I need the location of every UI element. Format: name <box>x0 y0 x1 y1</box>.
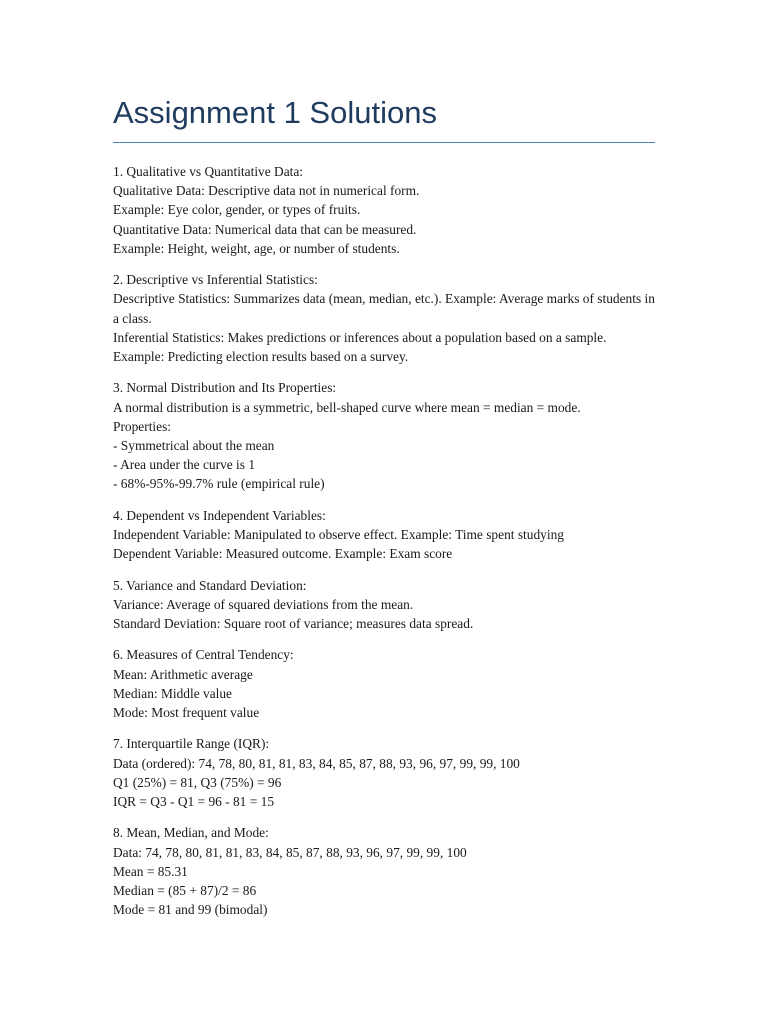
section-mean-median-mode <box>113 823 658 919</box>
text-line: Inferential Statistics: Makes predictions or inferences about a population based on a sample. <box>113 329 607 345</box>
section-heading: 7. Interquartile Range (IQR): <box>113 736 270 752</box>
document-page <box>113 92 658 932</box>
document-title: Assignment 1 Solutions <box>113 95 437 130</box>
section-heading: 8. Mean, Median, and Mode: <box>113 825 269 841</box>
section-heading: 4. Dependent vs Independent Variables: <box>113 507 326 523</box>
text-line: Descriptive Statistics: Summarizes data (mean, median, etc.). Example: Average marks of students in a class. <box>113 291 655 326</box>
text-line: Data (ordered): 74, 78, 80, 81, 81, 83, 84, 85, 87, 88, 93, 96, 97, 99, 99, 100 <box>113 755 520 771</box>
text-line: Variance: Average of squared deviations from the mean. <box>113 596 414 612</box>
text-line: - Area under the curve is 1 <box>113 457 256 473</box>
section-heading: 6. Measures of Central Tendency: <box>113 647 294 663</box>
section-heading: 5. Variance and Standard Deviation: <box>113 577 307 593</box>
text-line: - Symmetrical about the mean <box>113 438 275 454</box>
section-heading: 2. Descriptive vs Inferential Statistics: <box>113 272 318 288</box>
section-descriptive-inferential <box>113 270 658 366</box>
section-heading: 3. Normal Distribution and Its Properties: <box>113 380 337 396</box>
text-line: Standard Deviation: Square root of variance; measures data spread. <box>113 616 474 632</box>
text-line: Quantitative Data: Numerical data that can be measured. <box>113 221 417 237</box>
text-line: Mode: Most frequent value <box>113 705 260 721</box>
section-variance-std <box>113 576 658 634</box>
section-dependent-independent <box>113 506 658 564</box>
text-line: IQR = Q3 - Q1 = 96 - 81 = 15 <box>113 794 275 810</box>
text-line: Properties: <box>113 418 172 434</box>
section-heading: 1. Qualitative vs Quantitative Data: <box>113 164 304 179</box>
text-line: Independent Variable: Manipulated to observe effect. Example: Time spent studying <box>113 527 564 543</box>
section-normal-distribution <box>113 378 658 493</box>
text-line: A normal distribution is a symmetric, bell-shaped curve where mean = median = mode. <box>113 399 581 415</box>
text-line: Example: Predicting election results based on a survey. <box>113 349 409 365</box>
title-divider <box>113 142 655 143</box>
text-line: Example: Height, weight, age, or number of students. <box>113 240 400 256</box>
section-qualitative-quantitative <box>113 162 658 258</box>
text-line: Dependent Variable: Measured outcome. Example: Exam score <box>113 546 453 562</box>
text-line: Mode = 81 and 99 (bimodal) <box>113 902 268 918</box>
text-line: Q1 (25%) = 81, Q3 (75%) = 96 <box>113 774 282 790</box>
text-line: Median: Middle value <box>113 685 232 701</box>
text-line: Mean = 85.31 <box>113 863 188 879</box>
text-line: Data: 74, 78, 80, 81, 81, 83, 84, 85, 87, 88, 93, 96, 97, 99, 99, 100 <box>113 844 467 860</box>
text-line: Median = (85 + 87)/2 = 86 <box>113 883 257 899</box>
section-iqr <box>113 734 658 811</box>
text-line: Qualitative Data: Descriptive data not in numerical form. <box>113 183 420 199</box>
section-central-tendency <box>113 645 658 722</box>
text-line: - 68%-95%-99.7% rule (empirical rule) <box>113 476 325 492</box>
text-line: Mean: Arithmetic average <box>113 666 253 682</box>
text-line: Example: Eye color, gender, or types of fruits. <box>113 202 361 218</box>
